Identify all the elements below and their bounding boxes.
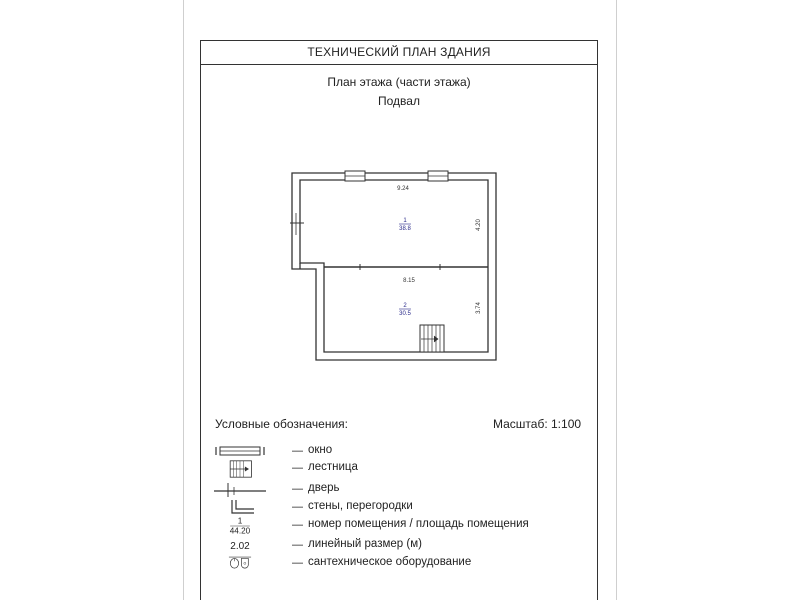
room-2-number: 2 (403, 303, 407, 309)
legend-dash: — (292, 501, 303, 513)
legend-label-dimension: линейный размер (м) (308, 538, 422, 550)
document-title: ТЕХНИЧЕСКИЙ ПЛАН ЗДАНИЯ (200, 40, 598, 65)
svg-text:2.02: 2.02 (230, 541, 250, 552)
stairs-legend-icon (210, 460, 270, 478)
dimension-right-room2: 3.74 (476, 302, 482, 314)
room-label-legend-icon (210, 517, 270, 535)
wall-legend-icon (210, 499, 270, 517)
window-legend-icon (210, 443, 270, 461)
legend-row-window (210, 443, 580, 461)
legend-row-room (210, 517, 580, 535)
legend-label-plumbing: сантехническое оборудование (308, 556, 472, 568)
legend-row-walls (210, 499, 580, 517)
legend-dash: — (292, 483, 303, 495)
legend-label-room: номер помещения / площадь помещения (308, 518, 529, 530)
plan-subtitle: План этажа (части этажа) (327, 75, 471, 89)
legend-row-door (210, 481, 580, 499)
legend-dash: — (292, 519, 303, 531)
legend-row-stairs (210, 460, 580, 478)
legend-label-stairs: лестница (308, 461, 358, 473)
room-2-area: 30.5 (399, 311, 411, 317)
inner-wall-line (300, 180, 488, 352)
plumbing-legend-icon (210, 555, 270, 573)
dimension-mid: 8.15 (403, 278, 415, 284)
svg-text:44.20: 44.20 (229, 526, 251, 535)
door-legend-icon (210, 481, 270, 499)
dimension-right-room1: 4.20 (476, 219, 482, 231)
floor-plan (280, 165, 505, 365)
legend-dash: — (292, 462, 303, 474)
legend-label-window: окно (308, 444, 333, 456)
legend-title: Условные обозначения: (215, 417, 348, 431)
legend-row-plumbing (210, 555, 580, 573)
floor-name: Подвал (378, 94, 420, 108)
room-1-area: 38.8 (399, 226, 411, 232)
room-1-number: 1 (403, 218, 407, 224)
legend-dash: — (292, 557, 303, 569)
scale-label: Масштаб: 1:100 (493, 417, 582, 431)
legend-dash: — (292, 539, 303, 551)
dimension-top: 9.24 (397, 186, 409, 192)
legend-label-door: дверь (308, 482, 340, 494)
legend-label-walls: стены, перегородки (308, 500, 413, 512)
legend-row-dimension (210, 537, 580, 555)
svg-text:1: 1 (237, 517, 243, 526)
legend-dash: — (292, 445, 303, 457)
dimension-legend-icon (210, 537, 270, 555)
